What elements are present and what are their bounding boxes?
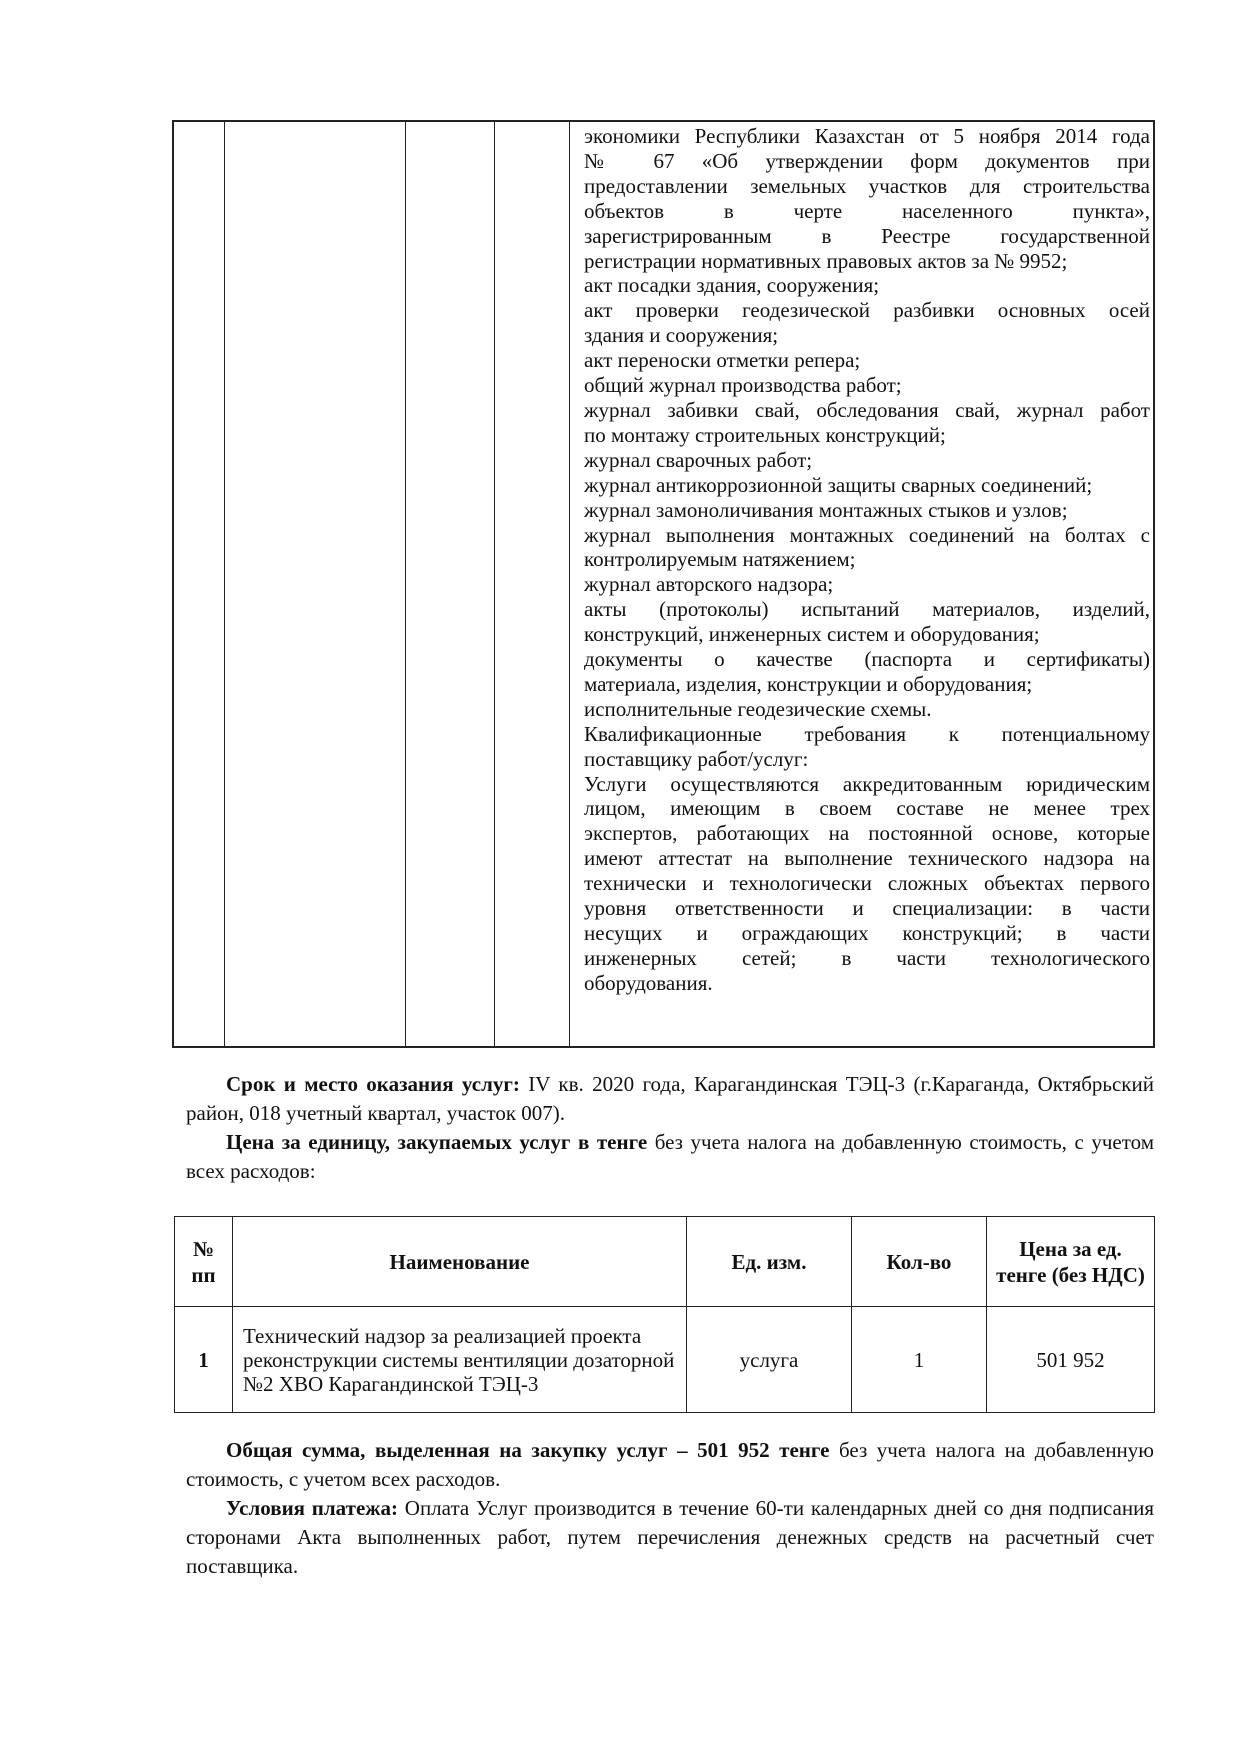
requirement-line: контролируемым натяжением; [584,547,856,572]
requirement-line: журнал сварочных работ; [584,447,813,472]
requirement-line: несущих и ограждающих конструкций; в части [584,921,1150,945]
total-label: Общая сумма, выделенная на закупку услуг – 501 952 тенге [226,1438,830,1462]
price-table [174,1216,1155,1413]
requirement-line: экономики Республики Казахстан от 5 ноября 2014 года [584,124,1150,148]
row-price: 501 952 [987,1307,1155,1413]
requirement-line: журнал выполнения монтажных соединений на болтах с [584,522,1150,547]
row-num: 1 [175,1307,233,1413]
requirement-line: лицом, имеющим в своем составе не менее трех [584,796,1150,821]
requirement-line: журнал авторского надзора; [584,572,834,597]
requirement-line: документы о качестве (паспорта и сертификаты) [584,647,1150,672]
requirement-line: № 67 «Об утверждении форм документов при [584,148,1150,173]
requirement-line: здания и сооружения; [584,323,779,348]
requirement-line: исполнительные геодезические схемы. [584,696,932,721]
header-price: Цена за ед. тенге (без НДС) [987,1217,1155,1307]
column-divider [569,122,570,1046]
requirement-line: уровня ответственности и специализации: в части [584,896,1150,921]
header-qty: Кол-во [852,1217,987,1307]
total-text: без учета налога на добавленную стоимость, с учетом всех расходов. [186,1438,1154,1491]
requirements-cell-text [584,124,1150,996]
price-table-header-row [175,1217,1155,1307]
requirement-line: поставщику работ/услуг: [584,746,809,771]
requirement-line: акт проверки геодезической разбивки основных осей [584,298,1150,323]
row-name: Технический надзор за реализацией проекта реконструкции системы вентиляции дозаторной №2 ХВО Карагандинской ТЭЦ-3 [233,1307,687,1413]
term-paragraph [186,1070,1154,1128]
unit-price-text: без учета налога на добавленную стоимость, с учетом всех расходов: [186,1130,1154,1183]
requirement-line: по монтажу строительных конструкций; [584,422,946,447]
unit-price-paragraph [186,1128,1154,1186]
requirement-line: журнал забивки свай, обследования свай, журнал работ [584,397,1150,422]
payment-label: Условия платежа: [226,1496,398,1520]
requirement-line: общий журнал производства работ; [584,373,902,398]
requirement-line: зарегистрированным в Реестре государственной [584,223,1150,248]
column-divider [405,122,406,1046]
term-text: IV кв. 2020 года, Карагандинская ТЭЦ-3 (г.Караганда, Октябрьский район, 018 учетный квартал, участок 007). [186,1072,1154,1125]
column-divider [224,122,225,1046]
payment-paragraph [186,1494,1154,1581]
requirement-line: имеют аттестат на выполнение технического надзора на [584,846,1150,871]
column-divider [494,122,495,1046]
requirement-line: оборудования. [584,970,713,995]
requirement-line: конструкций, инженерных систем и оборудования; [584,622,1040,647]
payment-text: Оплата Услуг производится в течение 60-ти календарных дней со дня подписания сторонами Акта выполненных работ, путем перечисления денежных средств на расчетный счет поставщика. [186,1496,1154,1578]
requirement-line: журнал замоноличивания монтажных стыков и узлов; [584,497,1068,522]
requirement-line: инженерных сетей; в части технологического [584,945,1150,970]
header-unit: Ед. изм. [687,1217,852,1307]
requirement-line: технически и технологически сложных объектах первого [584,871,1150,896]
table-row [175,1307,1155,1413]
requirement-line: акт посадки здания, сооружения; [584,273,880,298]
row-qty: 1 [852,1307,987,1413]
requirement-line: Квалификационные требования к потенциальному [584,721,1150,746]
row-unit: услуга [687,1307,852,1413]
requirement-line: регистрации нормативных правовых актов за № 9952; [584,248,1068,273]
requirement-line: экспертов, работающих на постоянной основе, которые [584,821,1150,846]
requirement-line: объектов в черте населенного пункта», [584,198,1150,223]
total-paragraph [186,1436,1154,1494]
requirement-line: журнал антикоррозионной защиты сварных соединений; [584,472,1093,497]
requirement-line: акт переноски отметки репера; [584,348,861,373]
requirement-line: предоставлении земельных участков для строительства [584,173,1150,198]
unit-price-label: Цена за единицу, закупаемых услуг в тенге [226,1130,648,1154]
requirement-line: материала, изделия, конструкции и оборудования; [584,671,1033,696]
header-name: Наименование [233,1217,687,1307]
requirement-line: Услуги осуществляются аккредитованным юридическим [584,771,1150,796]
term-label: Срок и место оказания услуг: [226,1072,520,1096]
requirement-line: акты (протоколы) испытаний материалов, изделий, [584,597,1150,622]
specification-table-continuation [172,120,1155,1048]
header-num: № пп [175,1217,233,1307]
